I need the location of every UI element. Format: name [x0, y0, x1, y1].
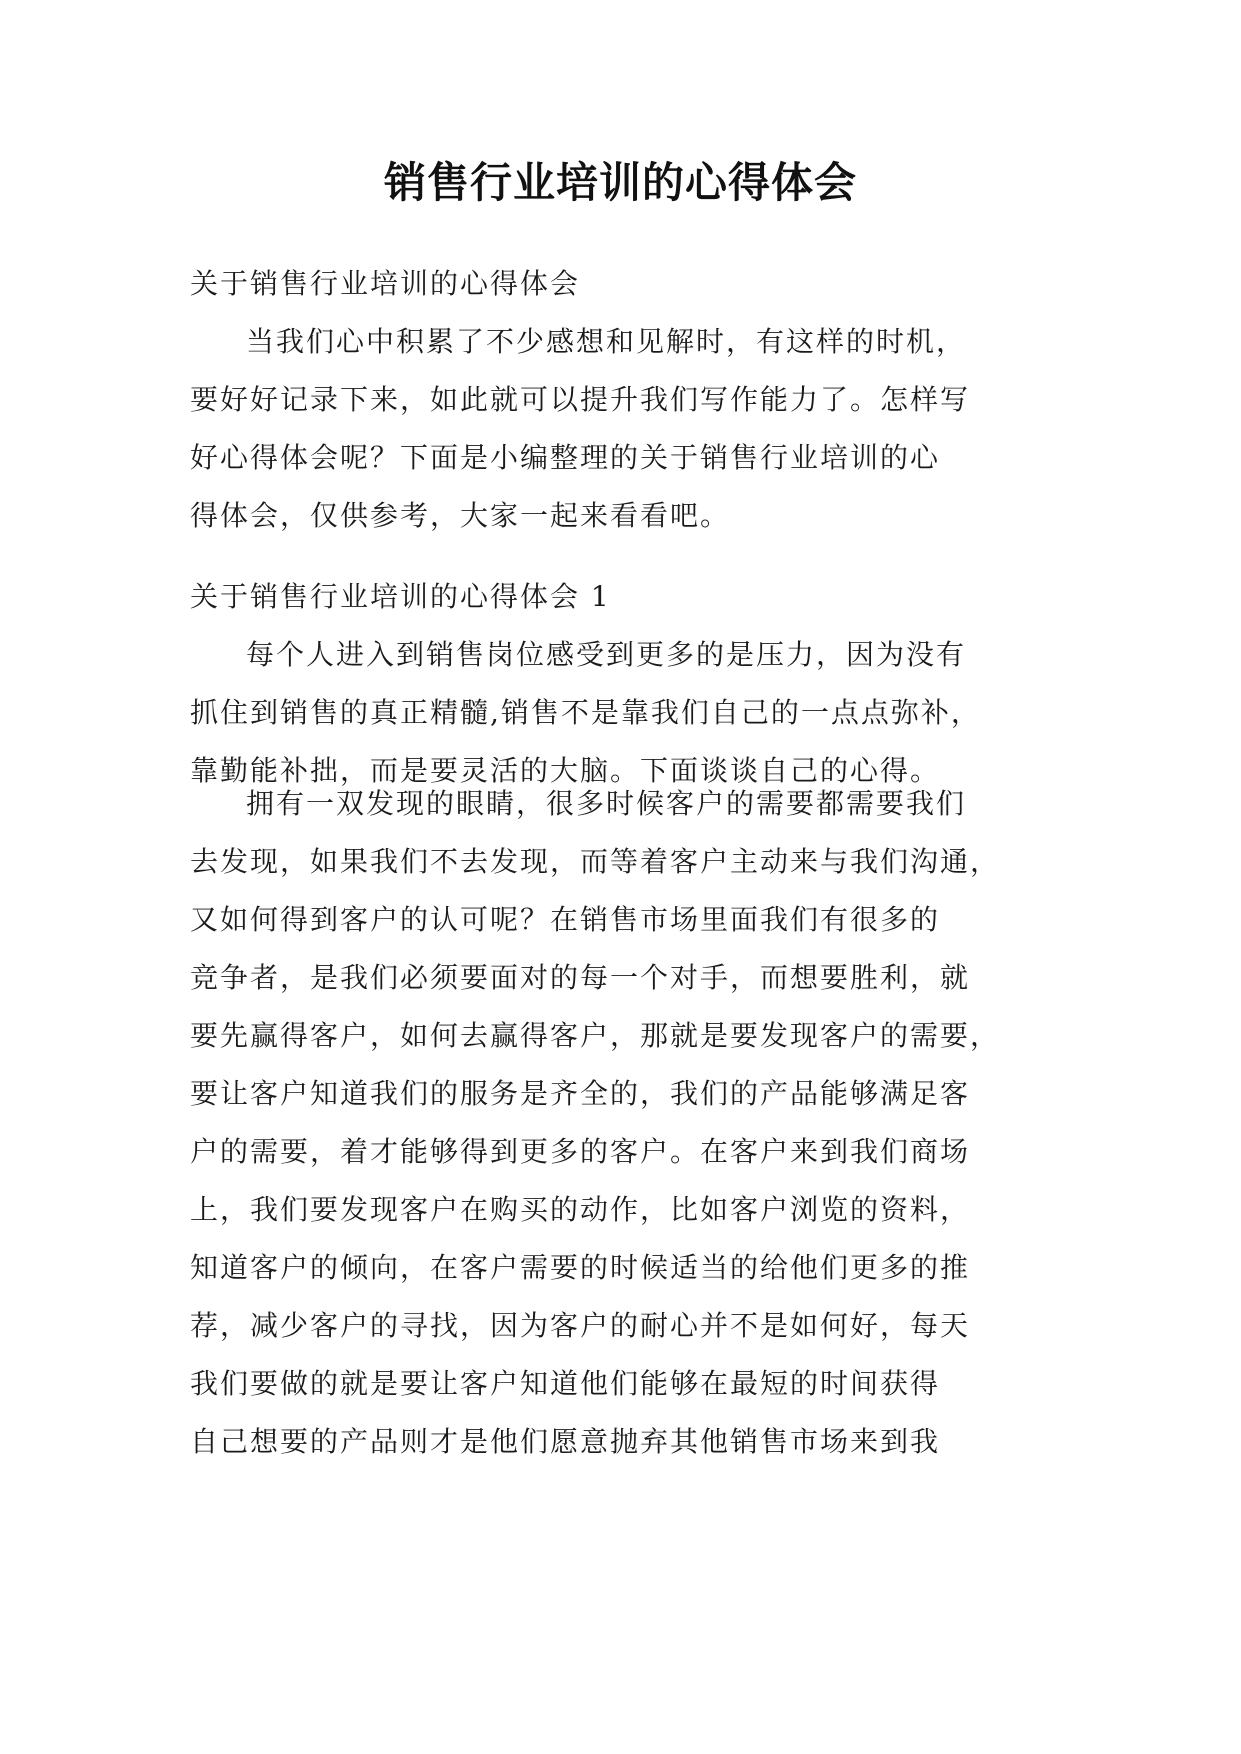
intro-paragraph	[190, 313, 1070, 545]
paragraph-line: 好心得体会呢？下面是小编整理的关于销售行业培训的心	[190, 441, 941, 474]
paragraph-line: 荐，减少客户的寻找，因为客户的耐心并不是如何好，每天	[190, 1309, 971, 1342]
paragraph-line: 又如何得到客户的认可呢？在销售市场里面我们有很多的	[190, 903, 941, 936]
paragraph-line: 去发现，如果我们不去发现，而等着客户主动来与我们沟通，	[190, 845, 1001, 878]
section1-heading: 关于销售行业培训的心得体会 1	[190, 580, 611, 613]
paragraph-line: 靠勤能补拙，而是要灵活的大脑。下面谈谈自己的心得。	[190, 754, 941, 787]
paragraph-line: 要先赢得客户，如何去赢得客户，那就是要发现客户的需要，	[190, 1019, 1001, 1052]
paragraph-line: 拥有一双发现的眼睛，很多时候客户的需要都需要我们	[246, 787, 967, 820]
paragraph-line: 每个人进入到销售岗位感受到更多的是压力，因为没有	[246, 638, 967, 671]
paragraph-line: 要好好记录下来，如此就可以提升我们写作能力了。怎样写	[190, 383, 971, 416]
paragraph-line: 当我们心中积累了不少感想和见解时，有这样的时机，	[246, 325, 967, 358]
section1-paragraph-1	[190, 626, 1070, 800]
paragraph-line: 我们要做的就是要让客户知道他们能够在最短的时间获得	[190, 1367, 941, 1400]
paragraph-line: 户的需要，着才能够得到更多的客户。在客户来到我们商场	[190, 1135, 971, 1168]
paragraph-line: 得体会，仅供参考，大家一起来看看吧。	[190, 499, 731, 532]
paragraph-line: 自己想要的产品则才是他们愿意抛弃其他销售市场来到我	[190, 1425, 941, 1458]
document-title: 销售行业培训的心得体会	[383, 158, 857, 207]
section1-paragraph-2	[190, 775, 1070, 1471]
paragraph-line: 上，我们要发现客户在购买的动作，比如客户浏览的资料，	[190, 1193, 971, 1226]
paragraph-line: 竞争者，是我们必须要面对的每一个对手，而想要胜利，就	[190, 961, 971, 994]
paragraph-line: 抓住到销售的真正精髓,销售不是靠我们自己的一点点弥补，	[190, 696, 981, 729]
paragraph-line: 知道客户的倾向，在客户需要的时候适当的给他们更多的推	[190, 1251, 971, 1284]
paragraph-line: 要让客户知道我们的服务是齐全的，我们的产品能够满足客	[190, 1077, 971, 1110]
intro-heading: 关于销售行业培训的心得体会	[190, 267, 581, 300]
